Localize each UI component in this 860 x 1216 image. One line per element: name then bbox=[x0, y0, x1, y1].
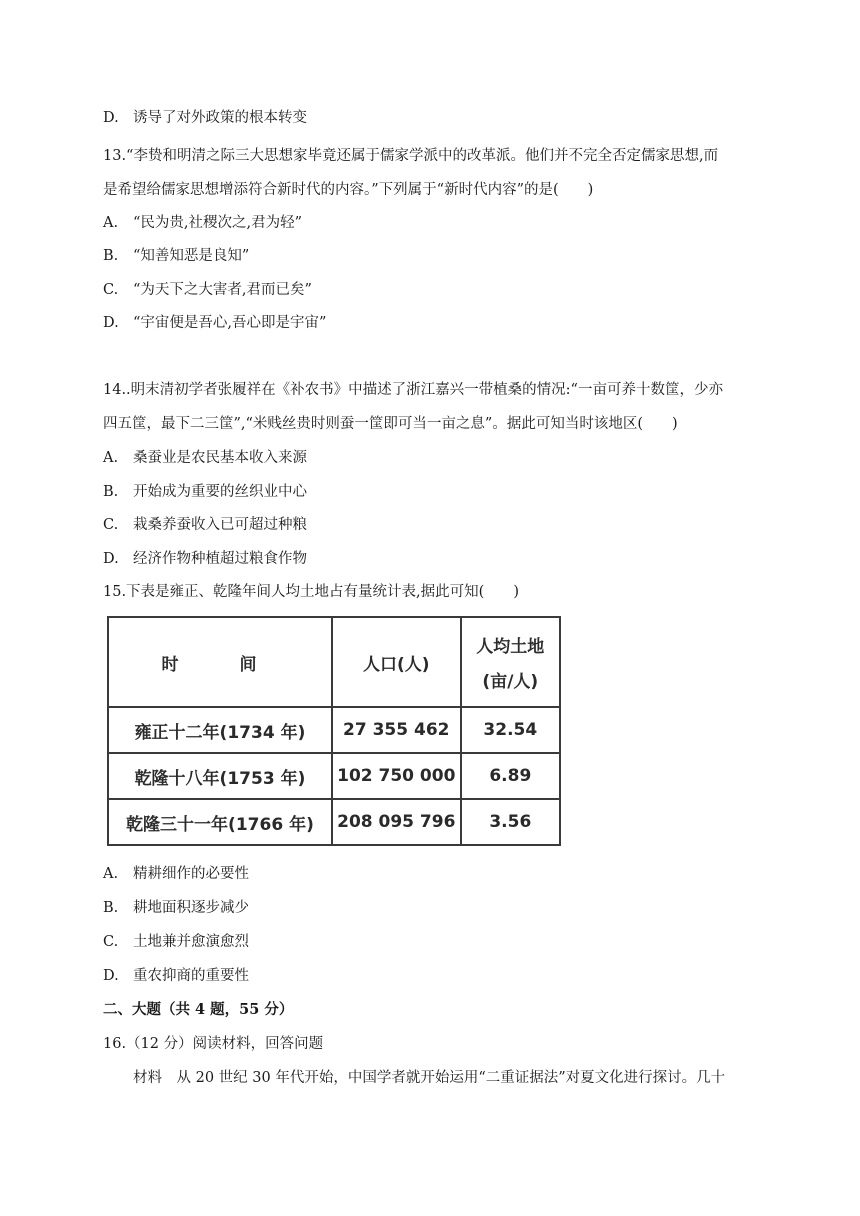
q15-option-c bbox=[103, 932, 249, 952]
q15-option-b bbox=[103, 898, 249, 918]
cell-population: 102 750 000 bbox=[332, 753, 461, 799]
cell-per-capita: 3.56 bbox=[461, 799, 560, 845]
q16-stem: 16.（12 分）阅读材料，回答问题 bbox=[103, 1036, 324, 1052]
q14-option-c bbox=[103, 515, 307, 535]
cell-per-capita: 32.54 bbox=[461, 707, 560, 753]
option-text: 土地兼并愈演愈烈 bbox=[133, 934, 249, 950]
q16-material: 材料 从 20 世纪 30 年代开始，中国学者就开始运用“二重证据法”对夏文化进行探讨。几十 bbox=[133, 1070, 726, 1086]
option-letter: B. bbox=[103, 248, 119, 264]
q13-stem-line-2: 是希望给儒家思想增添符合新时代的内容。”下列属于“新时代内容”的是( ) bbox=[103, 182, 594, 198]
option-letter: C. bbox=[103, 517, 119, 533]
cell-time: 乾隆三十一年(1766 年) bbox=[108, 799, 332, 845]
header-per-capita-line-2: (亩/人) bbox=[482, 672, 539, 692]
option-letter: D. bbox=[103, 315, 119, 331]
q13-option-b bbox=[103, 246, 249, 266]
q15-stem: 15.下表是雍正、乾隆年间人均土地占有量统计表,据此可知( ) bbox=[103, 584, 519, 600]
option-text: 诱导了对外政策的根本转变 bbox=[133, 110, 307, 126]
option-text: 桑蚕业是农民基本收入来源 bbox=[133, 450, 307, 466]
cell-population: 208 095 796 bbox=[332, 799, 461, 845]
option-text: 重农抑商的重要性 bbox=[133, 968, 249, 984]
q13-stem-line-1: 13.“李贽和明清之际三大思想家毕竟还属于儒家学派中的改革派。他们并不完全否定儒家思想,而 bbox=[103, 148, 719, 164]
q15-option-a bbox=[103, 864, 249, 884]
table-row bbox=[108, 753, 560, 799]
option-text: “民为贵,社稷次之,君为轻” bbox=[133, 215, 303, 231]
option-text: “宇宙便是吾心,吾心即是宇宙” bbox=[133, 315, 327, 331]
table-header-row bbox=[108, 617, 560, 707]
option-text: 经济作物种植超过粮食作物 bbox=[133, 551, 307, 567]
option-letter: D. bbox=[103, 110, 119, 126]
option-text: 栽桑养蚕收入已可超过种粮 bbox=[133, 517, 307, 533]
option-letter: C. bbox=[103, 282, 119, 298]
cell-time: 乾隆十八年(1753 年) bbox=[108, 753, 332, 799]
table-row bbox=[108, 799, 560, 845]
q13-option-d bbox=[103, 313, 326, 333]
q15-option-d bbox=[103, 966, 249, 986]
option-letter: B. bbox=[103, 484, 119, 500]
q14-option-b bbox=[103, 482, 307, 502]
header-per-capita-line-1: 人均土地 bbox=[476, 637, 545, 657]
q13-option-a bbox=[103, 213, 302, 233]
option-letter: B. bbox=[103, 900, 119, 916]
cell-population: 27 355 462 bbox=[332, 707, 461, 753]
option-letter: A. bbox=[103, 866, 119, 882]
q13-option-c bbox=[103, 280, 312, 300]
population-land-table bbox=[107, 616, 561, 846]
q12-option-d bbox=[103, 108, 307, 128]
cell-time: 雍正十二年(1734 年) bbox=[108, 707, 332, 753]
option-text: “为天下之大害者,君而已矣” bbox=[133, 282, 312, 298]
header-per-capita bbox=[461, 617, 560, 707]
option-letter: C. bbox=[103, 934, 119, 950]
option-text: 精耕细作的必要性 bbox=[133, 866, 249, 882]
header-time: 时 间 bbox=[108, 617, 332, 707]
cell-per-capita: 6.89 bbox=[461, 753, 560, 799]
option-letter: D. bbox=[103, 968, 119, 984]
header-population: 人口(人) bbox=[332, 617, 461, 707]
option-letter: A. bbox=[103, 215, 119, 231]
table-row bbox=[108, 707, 560, 753]
option-text: “知善知恶是良知” bbox=[133, 248, 250, 264]
q14-stem-line-1: 14..明末清初学者张履祥在《补农书》中描述了浙江嘉兴一带植桑的情况:“一亩可养十数筐，少亦 bbox=[103, 382, 723, 398]
option-letter: A. bbox=[103, 450, 119, 466]
q14-option-d bbox=[103, 549, 307, 569]
q14-option-a bbox=[103, 448, 307, 468]
option-letter: D. bbox=[103, 551, 119, 567]
section-heading: 二、大题（共 4 题，55 分） bbox=[103, 1001, 294, 1018]
q14-stem-line-2: 四五筐，最下二三筐”,“米贱丝贵时则蚕一筐即可当一亩之息”。据此可知当时该地区( ) bbox=[103, 416, 678, 432]
option-text: 耕地面积逐步减少 bbox=[133, 900, 249, 916]
option-text: 开始成为重要的丝织业中心 bbox=[133, 484, 307, 500]
